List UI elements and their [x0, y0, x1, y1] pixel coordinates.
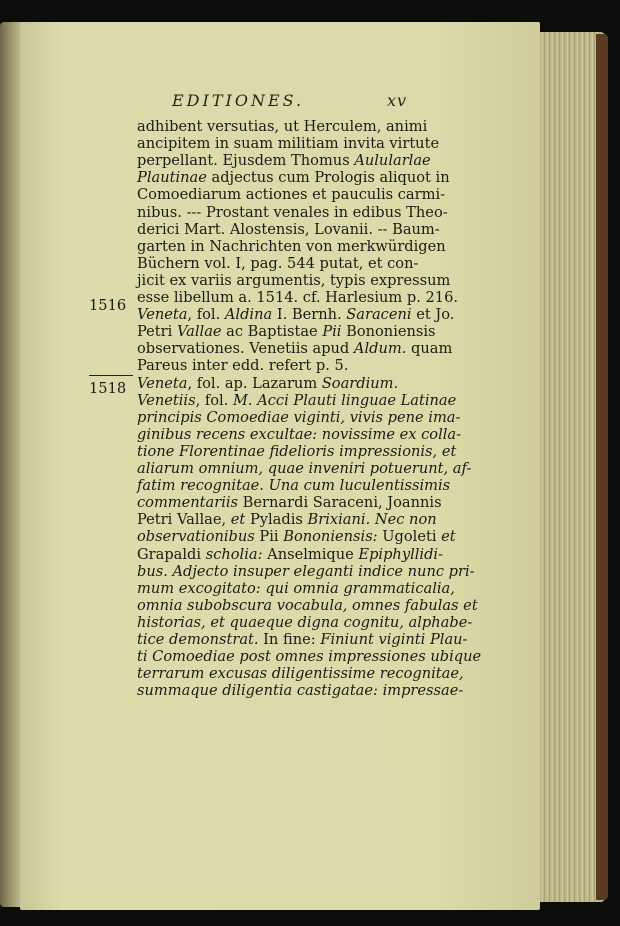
italic-span: ti Comoediae post omnes impressiones ubique: [137, 648, 482, 666]
text-line: [137, 323, 517, 341]
text-line: [137, 238, 517, 256]
text-line: [137, 392, 517, 410]
text-line: [137, 460, 517, 478]
roman-span: Pyladis: [245, 511, 308, 529]
roman-span: In fine:: [258, 631, 321, 648]
roman-span: esse libellum a. 1514. cf. Harlesium p. 216.: [137, 289, 458, 306]
italic-span: Pii: [322, 323, 342, 341]
text-line: [137, 597, 517, 615]
italic-span: M. Acci Plauti linguae Latinae: [232, 391, 457, 409]
italic-span: commentariis: [137, 494, 239, 512]
italic-span: Soardium.: [321, 374, 399, 392]
roman-span: Bernardi Saraceni, Joannis: [238, 494, 442, 512]
roman-span: ancipitem in suam militiam invita virtute: [137, 135, 440, 153]
italic-span: principis Comoediae viginti, vivis pene ima-: [137, 408, 461, 426]
roman-span: Pii: [254, 528, 284, 546]
italic-span: Plautinae: [137, 169, 207, 187]
cover-edge: [596, 34, 608, 900]
italic-span: ginibus recens excultae: novissime ex colla-: [137, 425, 462, 443]
text-line: [137, 631, 517, 649]
roman-span: , fol.: [187, 306, 225, 324]
text-line: [137, 272, 517, 290]
italic-span: omnia subobscura vocabula, omnes fabulas et: [137, 596, 478, 614]
italic-span: Saraceni: [346, 306, 412, 324]
text-line: [137, 135, 517, 153]
text-line: [137, 118, 517, 136]
roman-span: observationes. Venetiis apud: [137, 340, 354, 358]
italic-span: Aldina: [224, 306, 273, 324]
roman-span: Grapaldi: [137, 545, 206, 563]
text-line: [137, 477, 517, 495]
roman-span: , fol. ap. Lazarum: [187, 374, 322, 392]
roman-span: Pareus inter edd. refert p. 5.: [137, 357, 349, 375]
text-line: [137, 169, 517, 187]
roman-span: Comoediarum actiones et pauculis carmi-: [137, 186, 446, 204]
text-line: [137, 494, 517, 512]
text-line: [137, 682, 517, 700]
italic-span: Brixiani. Nec non: [307, 511, 437, 529]
text-line: [137, 614, 517, 632]
roman-span: adhibent versutias, ut Herculem, animi: [137, 118, 428, 135]
italic-span: Epiphyllidi-: [358, 545, 444, 563]
roman-span: Petri: [137, 323, 177, 341]
italic-span: Aulularlae: [354, 152, 431, 170]
page-number: xv: [387, 91, 408, 110]
italic-span: et: [441, 528, 456, 546]
roman-span: derici Mart. Alostensis, Lovanii. -- Baum-: [137, 220, 440, 238]
italic-span: tice demonstrat.: [137, 631, 259, 648]
roman-span: , fol.: [195, 391, 233, 409]
running-title: EDITIONES.: [172, 91, 305, 110]
roman-span: perpellant. Ejusdem Thomus: [137, 152, 355, 170]
italic-span: fatim recognitae. Una cum luculentissimis: [137, 477, 451, 495]
roman-span: Büchern vol. I, pag. 544 putat, et con-: [137, 254, 419, 272]
text-line: [137, 648, 517, 666]
text-line: [137, 255, 517, 273]
text-line: [137, 443, 517, 461]
roman-span: Bononiensis: [341, 323, 436, 341]
roman-span: ac Baptistae: [221, 323, 323, 341]
text-line: [137, 306, 517, 324]
italic-span: Aldum.: [353, 340, 407, 358]
margin-year: 1516: [89, 297, 127, 314]
roman-span: et Jo.: [411, 306, 455, 324]
roman-span: adjectus cum Prologis aliquot in: [206, 169, 450, 187]
roman-span: quam: [406, 340, 453, 358]
text-line: [137, 357, 517, 375]
margin-year: 1518: [89, 380, 127, 397]
text-line: [137, 204, 517, 222]
italic-span: tione Florentinae fidelioris impressionis, et: [137, 442, 457, 460]
roman-span: I. Bernh.: [272, 306, 347, 324]
italic-span: Bononiensis:: [283, 528, 378, 546]
text-line: [137, 580, 517, 598]
text-line: [137, 340, 517, 358]
text-line: [137, 546, 517, 564]
roman-span: garten in Nachrichten von merkwürdigen: [137, 237, 446, 255]
text-line: [137, 152, 517, 170]
italic-span: mum excogitato: qui omnia grammaticalia,: [137, 579, 455, 597]
roman-span: jicit ex variis argumentis, typis expressum: [137, 271, 451, 289]
text-line: [137, 665, 517, 683]
text-line: [137, 221, 517, 239]
text-line: [137, 528, 517, 546]
italic-span: Venetiis: [137, 391, 196, 409]
text-line: [137, 409, 517, 427]
italic-span: summaque diligentia castigatae: impressae-: [137, 682, 464, 700]
italic-span: Finiunt viginti Plau-: [320, 631, 468, 648]
roman-span: Petri Vallae,: [137, 511, 231, 529]
roman-span: Ugoleti: [377, 528, 442, 546]
roman-span: Anselmique: [262, 545, 359, 563]
italic-span: aliarum omnium, quae inveniri potuerunt, af-: [137, 460, 472, 477]
italic-span: terrarum excusas diligentissime recognitae,: [137, 665, 464, 683]
text-line: [137, 563, 517, 581]
running-header: [172, 91, 432, 110]
entry-dash: [89, 375, 133, 376]
italic-span: observationibus: [137, 528, 255, 546]
italic-span: Veneta: [137, 306, 188, 324]
roman-span: nibus. --- Prostant venales in edibus Theo-: [137, 203, 448, 221]
italic-span: bus. Adjecto insuper eleganti indice nunc pri-: [137, 562, 475, 580]
italic-span: Veneta: [137, 374, 188, 392]
italic-span: scholia:: [205, 545, 263, 563]
text-line: [137, 186, 517, 204]
italic-span: et: [230, 511, 246, 529]
italic-span: historias, et quaeque digna cognitu, alphabe-: [137, 613, 473, 631]
italic-span: Vallae: [176, 323, 222, 341]
text-line: [137, 375, 517, 393]
text-line: [137, 511, 517, 529]
text-line: [137, 426, 517, 444]
text-line: [137, 289, 517, 307]
